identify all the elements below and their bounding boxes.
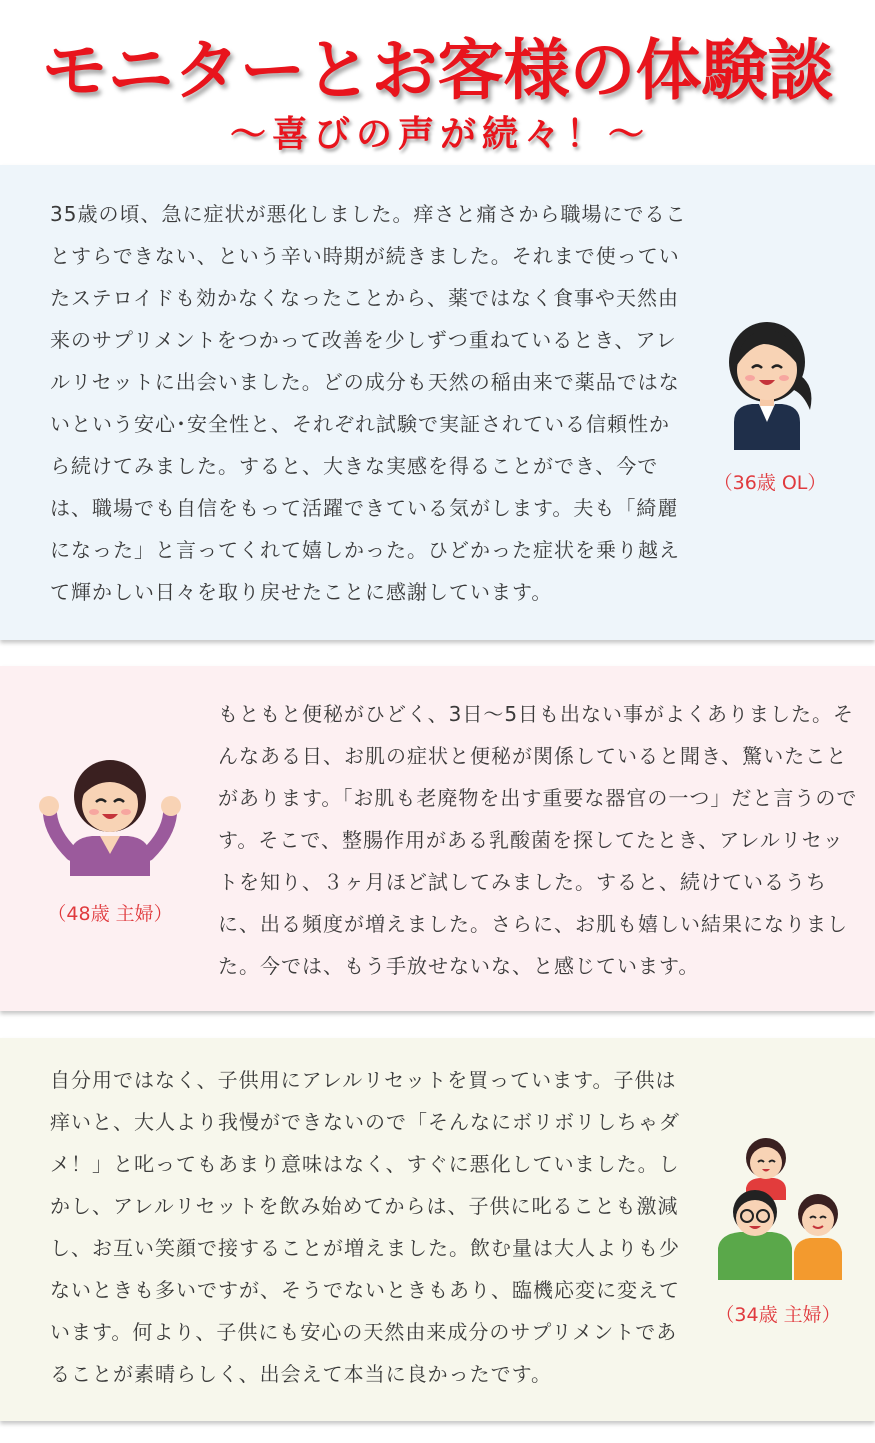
testimonial-text: 自分用ではなく、子供用にアレルリセットを買っています。子供は痒いと、大人より我慢ができないので「そんなにボリボリしちゃダメ！」と叱ってもあまり意味はなく、すぐに悪化していました。しかし、アレルリセットを飲み始めてからは、子供に叱ることも激減し、お互い笑顔で接することが増えました。飲む量は大人よりも少ないときも多いですが、そうでないときもあり、臨機応変に変えています。何より、子供にも安心の天然由来成分のサプリメントであることが素晴らしく、出会えて本当に良かったです。: [50, 1068, 680, 1386]
housewife-cheering-icon: [32, 754, 188, 876]
office-woman-icon: [712, 310, 822, 450]
page-subtitle: 〜喜びの声が続々！〜: [229, 114, 650, 155]
testimonial-card-2: [0, 666, 875, 1011]
testimonial-author: （48歳 主婦）: [47, 903, 173, 925]
header: [0, 0, 875, 165]
testimonial-author: （34歳 主婦）: [715, 1304, 841, 1326]
testimonial-card-3: [0, 1038, 875, 1421]
testimonial-author: （36歳 OL）: [713, 472, 827, 494]
family-icon: [712, 1130, 844, 1280]
testimonial-text: もともと便秘がひどく、3日〜5日も出ない事がよくありました。そんなある日、お肌の症状と便秘が関係していると聞き、驚いたことがあります。「お肌も老廃物を出す重要な器官の一つ」だと言うのです。そこで、整腸作用がある乳酸菌を探してたとき、アレルリセットを知り、３ヶ月ほど試してみました。すると、続けているうちに、出る頻度が増えました。さらに、お肌も嬉しい結果になりました。今では、もう手放せないな、と感じています。: [218, 702, 858, 978]
testimonial-text: 35歳の頃、急に症状が悪化しました。痒さと痛さから職場にでることすらできない、という辛い時期が続きました。それまで使っていたステロイドも効かなくなったことから、薬ではなく食事や天然由来のサプリメントをつかって改善を少しずつ重ねているとき、アレルリセットに出会いました。どの成分も天然の稲由来で薬品ではないという安心･安全性と、それぞれ試験で実証されている信頼性から続けてみました。すると、大きな実感を得ることができ、今では、職場でも自信をもって活躍できている気がします。夫も「綺麗になった」と言ってくれて嬉しかった。ひどかった症状を乗り越えて輝かしい日々を取り戻せたことに感謝しています。: [50, 202, 687, 604]
testimonial-card-1: [0, 165, 875, 640]
page-title: モニターとお客様の体験談: [41, 32, 834, 109]
